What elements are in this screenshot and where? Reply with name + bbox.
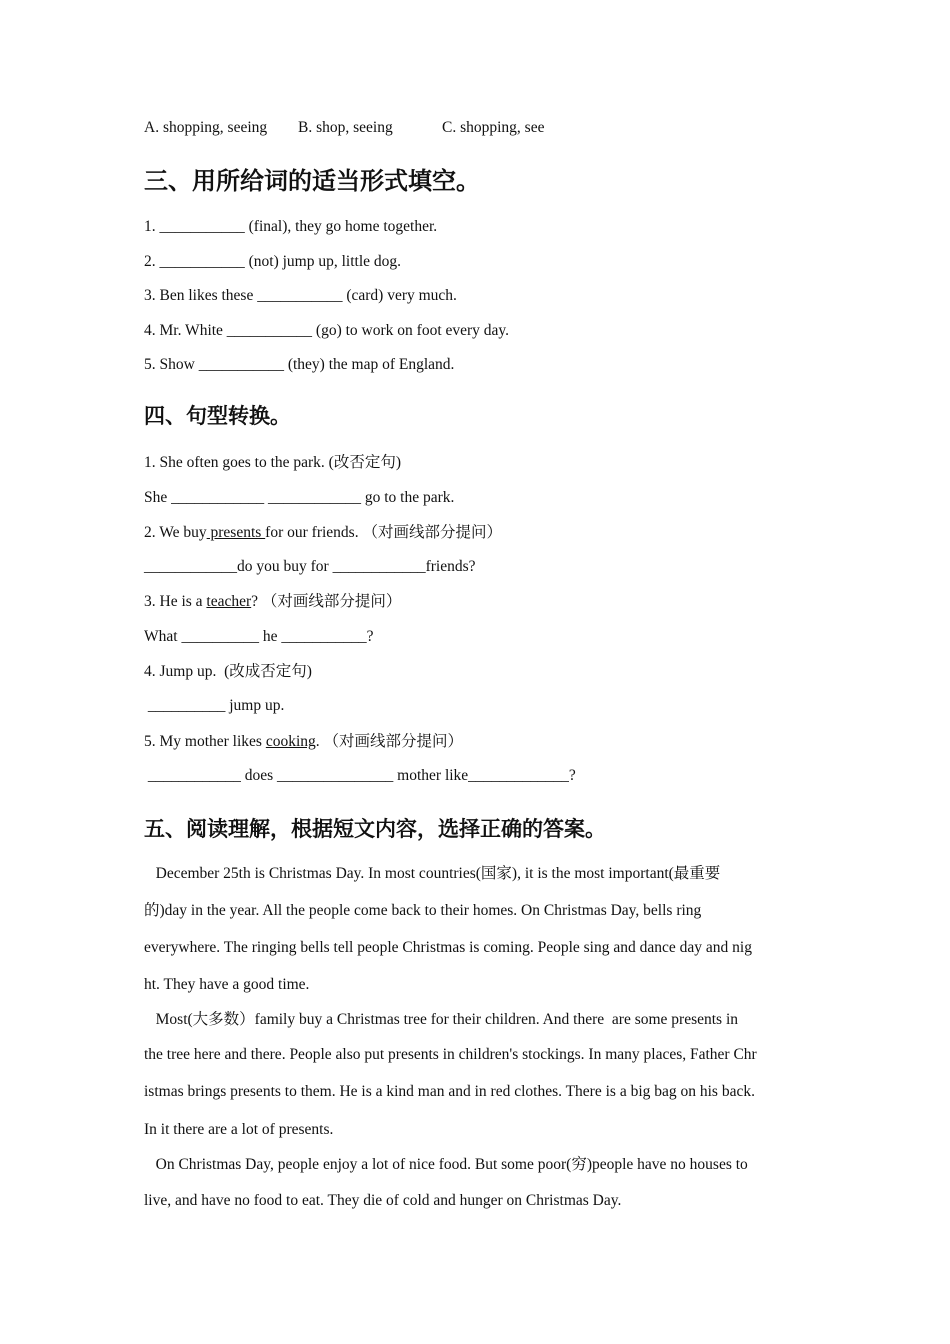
section4-q5 <box>144 732 463 752</box>
section4-q2 <box>144 523 502 543</box>
passage-line: Most(大多数）family buy a Christmas tree for their children. And there are some presents in <box>144 1011 739 1028</box>
q3-before: 3. He is a <box>144 593 207 610</box>
section3-item-3: 3. Ben likes these ___________ (card) very much. <box>144 287 457 304</box>
q2-before: 2. We buy <box>144 524 207 541</box>
section4-q3-answer: What __________ he ___________? <box>144 628 374 645</box>
section4-q4: 4. Jump up. (改成否定句) <box>144 663 312 680</box>
choice-c: C. shopping, see <box>442 119 545 136</box>
passage-line: istmas brings presents to them. He is a kind man and in red clothes. There is a big bag on his back. <box>144 1083 755 1100</box>
section4-q5-answer: ____________ does _______________ mother like_____________? <box>144 767 576 784</box>
section3-item-5: 5. Show ___________ (they) the map of England. <box>144 356 455 373</box>
passage-line: On Christmas Day, people enjoy a lot of nice food. But some poor(穷)people have no houses to <box>144 1156 748 1173</box>
section4-heading: 四、句型转换。 <box>144 404 291 428</box>
section3-item-4: 4. Mr. White ___________ (go) to work on foot every day. <box>144 322 510 339</box>
section3-item-2: 2. ___________ (not) jump up, little dog. <box>144 253 402 270</box>
q2-underlined: presents <box>206 524 266 541</box>
section4-q2-answer: ____________do you buy for ____________friends? <box>144 558 476 575</box>
section4-q1-answer: She ____________ ____________ go to the park. <box>144 489 455 506</box>
section3-heading: 三、用所给词的适当形式填空。 <box>144 167 480 195</box>
section3-item-1: 1. ___________ (final), they go home together. <box>144 218 438 235</box>
section4-q3 <box>144 592 401 612</box>
section5-heading: 五、阅读理解，根据短文内容，选择正确的答案。 <box>144 817 606 841</box>
q5-underlined: cooking <box>265 733 316 750</box>
q3-underlined: teacher <box>206 593 252 610</box>
passage-line: everywhere. The ringing bells tell people Christmas is coming. People sing and dance day and nig <box>144 939 752 956</box>
passage-line: live, and have no food to eat. They die of cold and hunger on Christmas Day. <box>144 1192 622 1209</box>
passage-line: the tree here and there. People also put presents in children's stockings. In many places, Father Chr <box>144 1046 757 1063</box>
passage-line: In it there are a lot of presents. <box>144 1121 334 1138</box>
passage-line: December 25th is Christmas Day. In most countries(国家), it is the most important(最重要 <box>144 865 721 882</box>
passage-line: ht. They have a good time. <box>144 976 310 993</box>
section4-q4-answer: __________ jump up. <box>144 697 285 714</box>
section4-q1: 1. She often goes to the park. (改否定句) <box>144 454 401 471</box>
q2-after: for our friends. （对画线部分提问） <box>265 524 502 541</box>
passage-line: 的)day in the year. All the people come back to their homes. On Christmas Day, bells ring <box>144 902 702 919</box>
choice-a: A. shopping, seeing <box>144 119 268 136</box>
choice-b: B. shop, seeing <box>298 119 393 136</box>
q3-after: ? （对画线部分提问） <box>251 593 402 610</box>
q5-before: 5. My mother likes <box>144 733 266 750</box>
q5-after: . （对画线部分提问） <box>315 733 464 750</box>
